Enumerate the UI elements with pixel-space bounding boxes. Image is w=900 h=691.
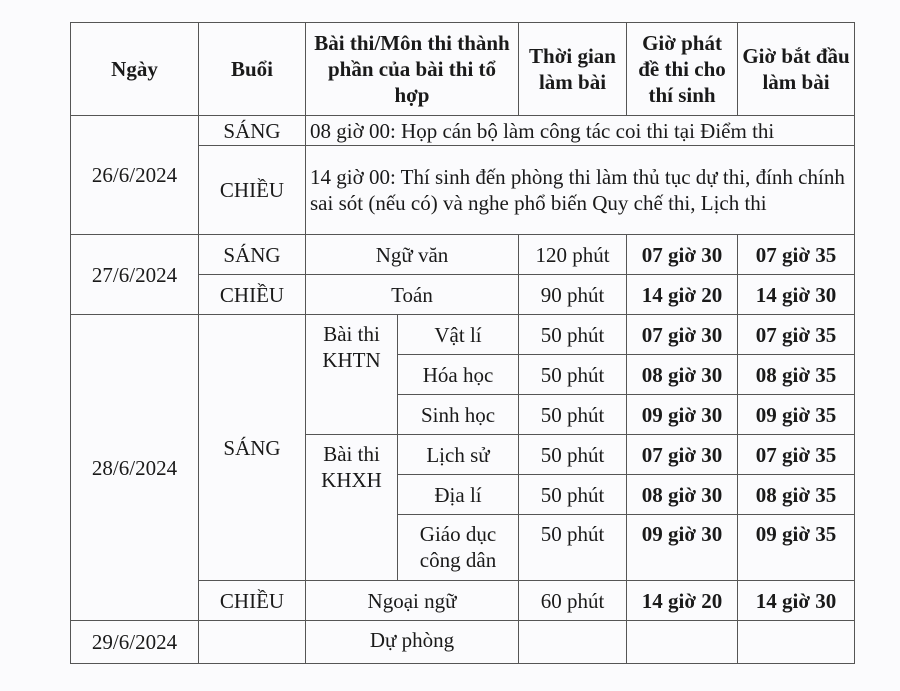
header-session: Buổi: [199, 23, 306, 116]
start-time-cell: [738, 621, 855, 664]
duration-cell: [519, 621, 627, 664]
duration-cell: 50 phút: [519, 475, 627, 515]
session-cell: SÁNG: [199, 315, 306, 581]
subject-cell: Giáo dục công dân: [398, 515, 519, 581]
subject-cell: Sinh học: [398, 395, 519, 435]
distribute-time-cell: 08 giờ 30: [627, 355, 738, 395]
distribute-time-cell: 07 giờ 30: [627, 315, 738, 355]
session-cell: SÁNG: [199, 116, 306, 146]
start-time-cell: 07 giờ 35: [738, 235, 855, 275]
table-row: [71, 235, 855, 275]
duration-cell: 50 phút: [519, 315, 627, 355]
duration-cell: 50 phút: [519, 435, 627, 475]
table-row: [71, 621, 855, 664]
date-cell: 29/6/2024: [71, 621, 199, 664]
session-cell: CHIỀU: [199, 275, 306, 315]
session-cell: [199, 621, 306, 664]
distribute-time-cell: [627, 621, 738, 664]
distribute-time-cell: 09 giờ 30: [627, 395, 738, 435]
distribute-time-cell: 08 giờ 30: [627, 475, 738, 515]
start-time-cell: 07 giờ 35: [738, 315, 855, 355]
header-row: [71, 23, 855, 116]
distribute-time-cell: 14 giờ 20: [627, 275, 738, 315]
distribute-time-cell: 09 giờ 30: [627, 515, 738, 581]
session-cell: SÁNG: [199, 235, 306, 275]
start-time-cell: 14 giờ 30: [738, 581, 855, 621]
exam-schedule-table: [70, 22, 855, 664]
subject-cell: Ngoại ngữ: [306, 581, 519, 621]
subject-cell: Toán: [306, 275, 519, 315]
header-start-time: Giờ bắt đầu làm bài: [738, 23, 855, 116]
header-duration: Thời gian làm bài: [519, 23, 627, 116]
subject-cell: Địa lí: [398, 475, 519, 515]
start-time-cell: 14 giờ 30: [738, 275, 855, 315]
distribute-time-cell: 07 giờ 30: [627, 235, 738, 275]
subject-cell: Vật lí: [398, 315, 519, 355]
date-cell: 28/6/2024: [71, 315, 199, 621]
duration-cell: 50 phút: [519, 395, 627, 435]
duration-cell: 60 phút: [519, 581, 627, 621]
duration-cell: 120 phút: [519, 235, 627, 275]
session-cell: CHIỀU: [199, 146, 306, 235]
subject-cell: Lịch sử: [398, 435, 519, 475]
start-time-cell: 07 giờ 35: [738, 435, 855, 475]
start-time-cell: 09 giờ 35: [738, 515, 855, 581]
duration-cell: 90 phút: [519, 275, 627, 315]
subject-cell: Hóa học: [398, 355, 519, 395]
group-cell: Bài thi KHXH: [306, 435, 398, 581]
distribute-time-cell: 14 giờ 20: [627, 581, 738, 621]
duration-cell: 50 phút: [519, 355, 627, 395]
subject-cell: Ngữ văn: [306, 235, 519, 275]
header-distribute-time: Giờ phát đề thi cho thí sinh: [627, 23, 738, 116]
header-date: Ngày: [71, 23, 199, 116]
start-time-cell: 08 giờ 35: [738, 355, 855, 395]
distribute-time-cell: 07 giờ 30: [627, 435, 738, 475]
group-cell: Bài thi KHTN: [306, 315, 398, 435]
session-cell: CHIỀU: [199, 581, 306, 621]
start-time-cell: 09 giờ 35: [738, 395, 855, 435]
note-cell: 08 giờ 00: Họp cán bộ làm công tác coi thi tại Điểm thi: [306, 116, 855, 146]
date-cell: 26/6/2024: [71, 116, 199, 235]
start-time-cell: 08 giờ 35: [738, 475, 855, 515]
duration-cell: 50 phút: [519, 515, 627, 581]
table-row: [71, 315, 855, 355]
table-row: [71, 116, 855, 146]
header-subject: Bài thi/Môn thi thành phần của bài thi tổ hợp: [306, 23, 519, 116]
date-cell: 27/6/2024: [71, 235, 199, 315]
subject-cell: Dự phòng: [306, 621, 519, 664]
note-cell: 14 giờ 00: Thí sinh đến phòng thi làm thủ tục dự thi, đính chính sai sót (nếu có) và nghe phổ biến Quy chế thi, Lịch thi: [306, 146, 855, 235]
